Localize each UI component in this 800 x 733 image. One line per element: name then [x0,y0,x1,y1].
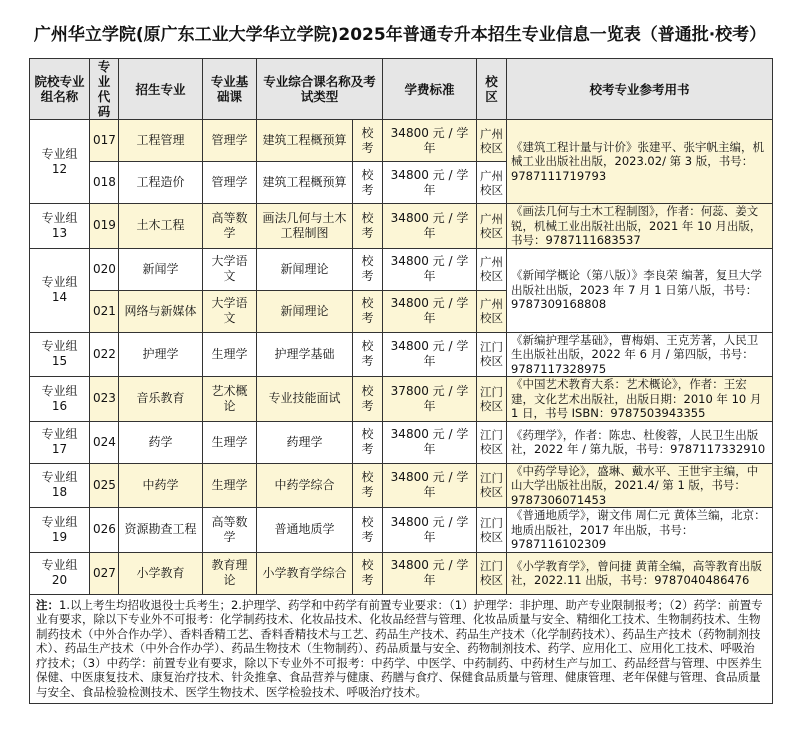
exam-course-cell: 建筑工程概预算 [257,120,353,162]
table-row [30,552,773,594]
major-code-cell: 021 [90,290,119,332]
exam-course-cell: 画法几何与土木工程制图 [257,204,353,249]
major-name-cell: 工程造价 [119,162,203,204]
major-code-cell: 022 [90,332,119,377]
reference-book-cell: 《药理学》，作者：陈忠、杜俊蓉，人民卫生出版社，2022 年 / 第九版，书号：9787117332910 [507,421,773,463]
campus-cell: 江门校区 [477,552,507,594]
basic-course-cell: 高等数学 [203,508,257,553]
major-name-cell: 工程管理 [119,120,203,162]
fee-cell: 37800 元 / 学年 [383,377,477,422]
header-exam: 专业综合课名称及考试类型 [257,59,383,120]
campus-cell: 江门校区 [477,421,507,463]
major-name-cell: 药学 [119,421,203,463]
fee-cell: 34800 元 / 学年 [383,421,477,463]
campus-cell: 广州校区 [477,290,507,332]
reference-book-cell: 《普通地质学》，谢文伟 周仁元 黄体兰编，北京：地质出版社，2017 年出版，书号：9787116102309 [507,508,773,553]
major-code-cell: 018 [90,162,119,204]
reference-book-cell: 《中国艺术教育大系：艺术概论》，作者：王宏建，文化艺术出版社，出版日期：2010 年 10 月 1 日，书号 ISBN：9787503943355 [507,377,773,422]
basic-course-cell: 大学语文 [203,248,257,290]
exam-course-cell: 新闻理论 [257,290,353,332]
fee-cell: 34800 元 / 学年 [383,120,477,162]
major-code-cell: 017 [90,120,119,162]
admissions-table [29,58,773,704]
header-fee: 学费标准 [383,59,477,120]
major-code-cell: 025 [90,463,119,508]
major-name-cell: 音乐教育 [119,377,203,422]
major-code-cell: 026 [90,508,119,553]
exam-course-cell: 护理学基础 [257,332,353,377]
fee-cell: 34800 元 / 学年 [383,332,477,377]
group-name-cell: 专业组 20 [30,552,90,594]
header-major: 招生专业 [119,59,203,120]
fee-cell: 34800 元 / 学年 [383,290,477,332]
table-body [30,120,773,704]
reference-book-cell: 《小学教育学》，曾问捷 黄莆全编，高等教育出版社，2022.11 出版，书号：9787040486476 [507,552,773,594]
table-row [30,332,773,377]
exam-course-cell: 中药学综合 [257,463,353,508]
basic-course-cell: 教育理论 [203,552,257,594]
fee-cell: 34800 元 / 学年 [383,463,477,508]
exam-course-cell: 小学教育学综合 [257,552,353,594]
campus-cell: 广州校区 [477,204,507,249]
table-row [30,120,773,162]
basic-course-cell: 管理学 [203,162,257,204]
header-books: 校考专业参考用书 [507,59,773,120]
group-name-cell: 专业组 15 [30,332,90,377]
major-name-cell: 网络与新媒体 [119,290,203,332]
reference-book-cell: 《新闻学概论（第八版）》李良荣 编著，复旦大学出版社出版，2023 年 7 月 1 日第八版，书号：9787309168808 [507,248,773,332]
group-name-cell: 专业组 12 [30,120,90,204]
reference-book-cell: 《建筑工程计量与计价》张建平、张宇帆主编，机械工业出版社出版，2023.02/ 第 3 版，书号：9787111719793 [507,120,773,204]
exam-course-cell: 普通地质学 [257,508,353,553]
basic-course-cell: 高等数学 [203,204,257,249]
notes-cell [30,594,773,703]
major-name-cell: 新闻学 [119,248,203,290]
reference-book-cell: 《中药学导论》，盛琳、戴水平、王世宇主编，中山大学出版社出版，2021.4/ 第 1 版，书号：9787306071453 [507,463,773,508]
header-group: 院校专业组名称 [30,59,90,120]
exam-type-cell: 校考 [353,248,383,290]
header-code: 专业代码 [90,59,119,120]
group-name-cell: 专业组 18 [30,463,90,508]
table-row [30,421,773,463]
table-row [30,248,773,290]
exam-course-cell: 建筑工程概预算 [257,162,353,204]
campus-cell: 江门校区 [477,332,507,377]
major-code-cell: 020 [90,248,119,290]
exam-type-cell: 校考 [353,552,383,594]
header-basic-course: 专业基础课 [203,59,257,120]
exam-course-cell: 专业技能面试 [257,377,353,422]
basic-course-cell: 生理学 [203,421,257,463]
major-name-cell: 土木工程 [119,204,203,249]
exam-course-cell: 药理学 [257,421,353,463]
reference-book-cell: 《画法几何与土木工程制图》，作者：何蕊、姜文锐，机械工业出版社出版，2021 年 10 月出版，书号：9787111683537 [507,204,773,249]
exam-type-cell: 校考 [353,332,383,377]
table-row [30,508,773,553]
notes-text: 1.以上考生均招收退役士兵考生；2.护理学、药学和中药学有前置专业要求：（1）护理学：非护理、助产专业限制报考；（2）药学：前置专业有要求，除以下专业外不可报考：化学制药技术、化妆品技术、化妆品经营与管理、化妆品质量与安全、精细化工技术、生物制药技术、生物制药技术（中外合作办学）、香料香精工艺、香料香精技术与工艺、药品生产技术、药品生产技术（化学制药技术）、药品生产技术（药物制剂技术）、药品生产技术（中外合作办学）、药品生物技术（生物制药）、药品质量与安全、药物制剂技术、药学、应用化工、应用化工技术、呼吸治疗技术；（3）中药学：前置专业有要求，除以下专业外不可报考：中药学、中医学、中药制药、中药材生产与加工、药品经营与管理、中医养生保健、中医康复技术、康复治疗技术、针灸推拿、食品营养与健康、药膳与食疗、保健食品质量与管理、健康管理、老年保健与管理、食品质量与安全、食品检验检测技术、医学生物技术、医学检验技术、呼吸治疗技术。 [36,597,763,700]
exam-type-cell: 校考 [353,120,383,162]
table-row [30,377,773,422]
basic-course-cell: 艺术概论 [203,377,257,422]
campus-cell: 广州校区 [477,162,507,204]
basic-course-cell: 生理学 [203,332,257,377]
group-name-cell: 专业组 13 [30,204,90,249]
group-name-cell: 专业组 16 [30,377,90,422]
group-name-cell: 专业组 17 [30,421,90,463]
exam-type-cell: 校考 [353,421,383,463]
exam-type-cell: 校考 [353,290,383,332]
fee-cell: 34800 元 / 学年 [383,204,477,249]
notes-row [30,594,773,703]
major-name-cell: 小学教育 [119,552,203,594]
campus-cell: 江门校区 [477,377,507,422]
exam-type-cell: 校考 [353,377,383,422]
exam-course-cell: 新闻理论 [257,248,353,290]
reference-book-cell: 《新编护理学基础》，曹梅娟、王克芳著，人民卫生出版社出版，2022 年 6 月 / 第四版，书号：9787117328975 [507,332,773,377]
major-code-cell: 027 [90,552,119,594]
header-campus: 校区 [477,59,507,120]
major-name-cell: 护理学 [119,332,203,377]
basic-course-cell: 大学语文 [203,290,257,332]
fee-cell: 34800 元 / 学年 [383,508,477,553]
basic-course-cell: 生理学 [203,463,257,508]
group-name-cell: 专业组 19 [30,508,90,553]
campus-cell: 广州校区 [477,248,507,290]
table-row [30,204,773,249]
major-code-cell: 023 [90,377,119,422]
major-name-cell: 资源勘查工程 [119,508,203,553]
basic-course-cell: 管理学 [203,120,257,162]
fee-cell: 34800 元 / 学年 [383,552,477,594]
major-name-cell: 中药学 [119,463,203,508]
group-name-cell: 专业组 14 [30,248,90,332]
table-row [30,463,773,508]
major-code-cell: 019 [90,204,119,249]
exam-type-cell: 校考 [353,162,383,204]
major-code-cell: 024 [90,421,119,463]
table-header-row [30,59,773,120]
notes-label: 注： [36,597,59,612]
exam-type-cell: 校考 [353,204,383,249]
campus-cell: 广州校区 [477,120,507,162]
document-title: 广州华立学院(原广东工业大学华立学院)2025年普通专升本招生专业信息一览表（普通批·校考） [33,25,767,45]
exam-type-cell: 校考 [353,463,383,508]
campus-cell: 江门校区 [477,463,507,508]
exam-type-cell: 校考 [353,508,383,553]
campus-cell: 江门校区 [477,508,507,553]
fee-cell: 34800 元 / 学年 [383,248,477,290]
fee-cell: 34800 元 / 学年 [383,162,477,204]
